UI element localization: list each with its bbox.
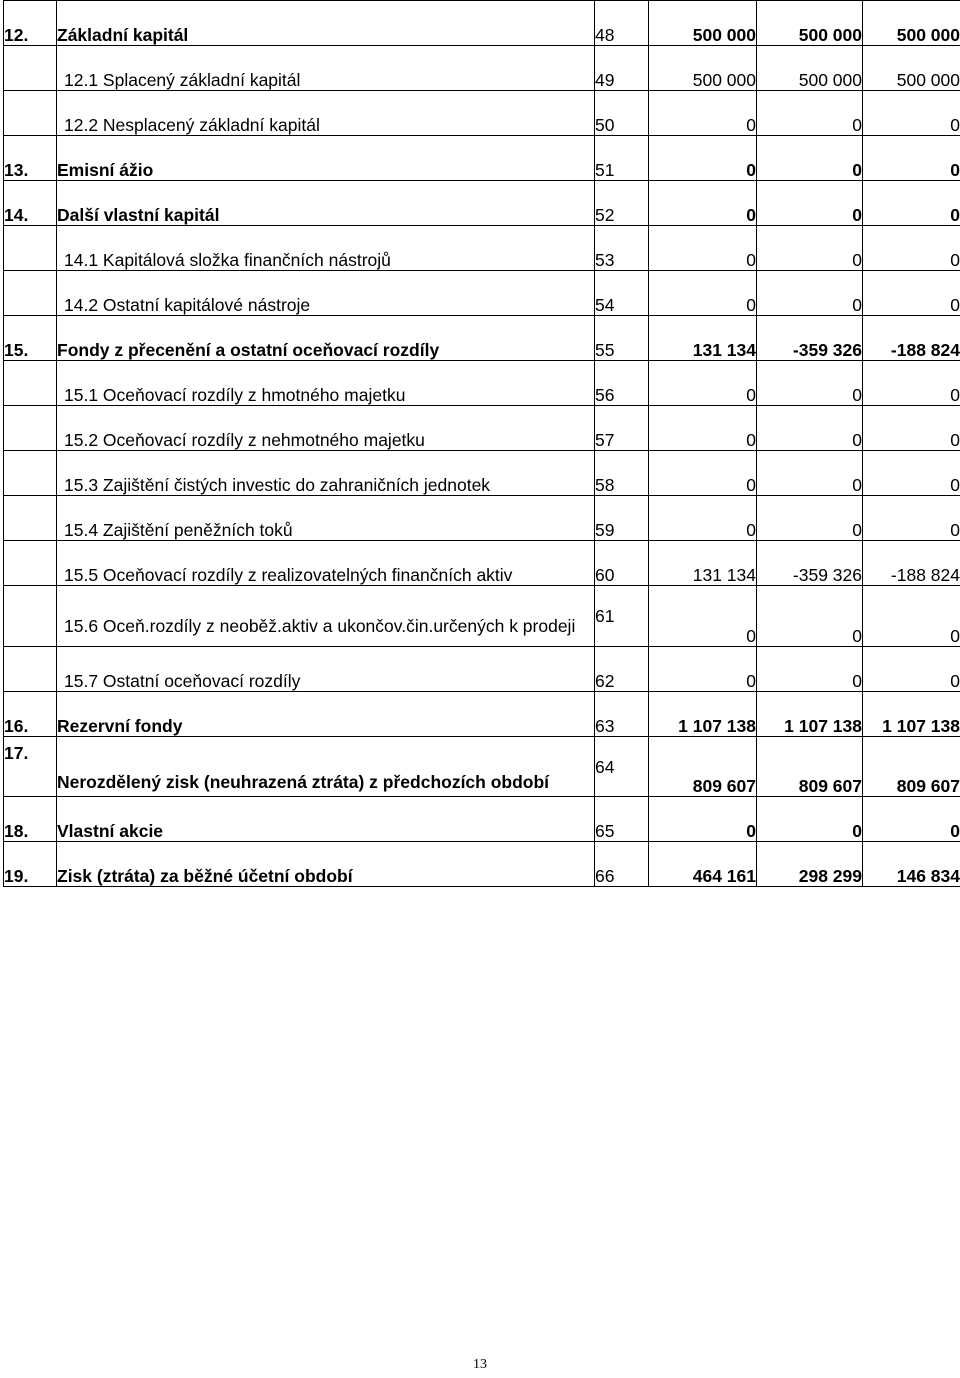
item-label: 15.6 Oceň.rozdíly z neoběž.aktiv a ukončov.čin.určených k prodeji [57,586,595,647]
value-col-3: 0 [863,181,960,226]
item-number [4,647,57,692]
row-number: 63 [595,692,649,737]
value-col-1: 0 [649,271,757,316]
row-number: 66 [595,842,649,887]
value-col-3: -188 824 [863,541,960,586]
value-col-2: 0 [757,181,863,226]
item-label: Další vlastní kapitál [57,181,595,226]
value-col-3: -188 824 [863,316,960,361]
item-label: 15.5 Oceňovací rozdíly z realizovatelných finančních aktiv [57,541,595,586]
item-label: 15.1 Oceňovací rozdíly z hmotného majetku [57,361,595,406]
value-col-3: 0 [863,496,960,541]
row-number: 52 [595,181,649,226]
item-number [4,361,57,406]
table-row [4,541,960,586]
item-number: 15. [4,316,57,361]
value-col-1: 0 [649,451,757,496]
value-col-1: 0 [649,406,757,451]
row-number: 50 [595,91,649,136]
equity-table [3,0,960,887]
value-col-3: 0 [863,586,960,647]
table-row [4,226,960,271]
value-col-1: 0 [649,586,757,647]
row-number: 48 [595,1,649,46]
page-number: 13 [473,1357,487,1372]
value-col-1: 0 [649,91,757,136]
value-col-3: 809 607 [863,737,960,797]
row-number: 65 [595,797,649,842]
value-col-2: 298 299 [757,842,863,887]
row-number: 49 [595,46,649,91]
item-label: 14.1 Kapitálová složka finančních nástrojů [57,226,595,271]
table-row [4,316,960,361]
value-col-2: 0 [757,797,863,842]
item-number [4,586,57,647]
value-col-2: 0 [757,586,863,647]
value-col-3: 0 [863,136,960,181]
table-row [4,451,960,496]
value-col-1: 0 [649,647,757,692]
row-number: 60 [595,541,649,586]
item-number [4,406,57,451]
item-label: Základní kapitál [57,1,595,46]
table-row [4,271,960,316]
item-number: 17. [4,737,57,797]
value-col-2: 0 [757,226,863,271]
value-col-2: 0 [757,496,863,541]
table-row [4,797,960,842]
value-col-3: 0 [863,451,960,496]
item-number: 12. [4,1,57,46]
table-row [4,496,960,541]
value-col-3: 0 [863,271,960,316]
item-number [4,226,57,271]
item-label: Nerozdělený zisk (neuhrazená ztráta) z předchozích období [57,737,595,797]
value-col-2: 809 607 [757,737,863,797]
item-number [4,91,57,136]
table-row [4,1,960,46]
value-col-1: 131 134 [649,541,757,586]
value-col-1: 809 607 [649,737,757,797]
value-col-3: 146 834 [863,842,960,887]
value-col-1: 0 [649,226,757,271]
item-label: 12.2 Nesplacený základní kapitál [57,91,595,136]
value-col-3: 0 [863,797,960,842]
value-col-2: 1 107 138 [757,692,863,737]
value-col-1: 1 107 138 [649,692,757,737]
item-number: 14. [4,181,57,226]
row-number: 62 [595,647,649,692]
item-number [4,541,57,586]
value-col-2: 500 000 [757,46,863,91]
item-label: 14.2 Ostatní kapitálové nástroje [57,271,595,316]
row-number: 53 [595,226,649,271]
value-col-1: 0 [649,181,757,226]
item-number [4,46,57,91]
value-col-3: 500 000 [863,1,960,46]
value-col-2: -359 326 [757,316,863,361]
value-col-2: 0 [757,136,863,181]
value-col-2: 500 000 [757,1,863,46]
item-label: Emisní ážio [57,136,595,181]
value-col-1: 0 [649,361,757,406]
value-col-2: 0 [757,647,863,692]
row-number: 51 [595,136,649,181]
item-label: 12.1 Splacený základní kapitál [57,46,595,91]
item-number: 16. [4,692,57,737]
table-row [4,647,960,692]
table-row [4,737,960,797]
row-number: 59 [595,496,649,541]
item-number [4,496,57,541]
value-col-2: 0 [757,91,863,136]
item-label: Zisk (ztráta) za běžné účetní období [57,842,595,887]
item-number: 13. [4,136,57,181]
row-number: 64 [595,737,649,797]
value-col-2: 0 [757,271,863,316]
item-label: Fondy z přecenění a ostatní oceňovací rozdíly [57,316,595,361]
value-col-1: 500 000 [649,46,757,91]
value-col-3: 0 [863,361,960,406]
table-row [4,842,960,887]
row-number: 58 [595,451,649,496]
value-col-1: 0 [649,136,757,181]
table-row [4,586,960,647]
item-label: 15.2 Oceňovací rozdíly z nehmotného majetku [57,406,595,451]
table-row [4,91,960,136]
value-col-2: 0 [757,406,863,451]
row-number: 56 [595,361,649,406]
item-label: Rezervní fondy [57,692,595,737]
value-col-3: 0 [863,647,960,692]
row-number: 55 [595,316,649,361]
item-number: 18. [4,797,57,842]
value-col-1: 0 [649,797,757,842]
row-number: 54 [595,271,649,316]
value-col-2: 0 [757,361,863,406]
value-col-3: 0 [863,91,960,136]
value-col-1: 500 000 [649,1,757,46]
item-label: 15.3 Zajištění čistých investic do zahraničních jednotek [57,451,595,496]
value-col-3: 1 107 138 [863,692,960,737]
item-number: 19. [4,842,57,887]
value-col-1: 131 134 [649,316,757,361]
table-row [4,692,960,737]
table-row [4,181,960,226]
table-row [4,406,960,451]
table-row [4,361,960,406]
item-number [4,271,57,316]
row-number: 57 [595,406,649,451]
value-col-1: 464 161 [649,842,757,887]
value-col-3: 0 [863,406,960,451]
value-col-2: -359 326 [757,541,863,586]
table-row [4,46,960,91]
item-label: 15.4 Zajištění peněžních toků [57,496,595,541]
item-label: Vlastní akcie [57,797,595,842]
item-number [4,451,57,496]
value-col-3: 500 000 [863,46,960,91]
equity-table-body [4,1,960,887]
value-col-3: 0 [863,226,960,271]
row-number: 61 [595,586,649,647]
item-label: 15.7 Ostatní oceňovací rozdíly [57,647,595,692]
value-col-2: 0 [757,451,863,496]
value-col-1: 0 [649,496,757,541]
table-row [4,136,960,181]
